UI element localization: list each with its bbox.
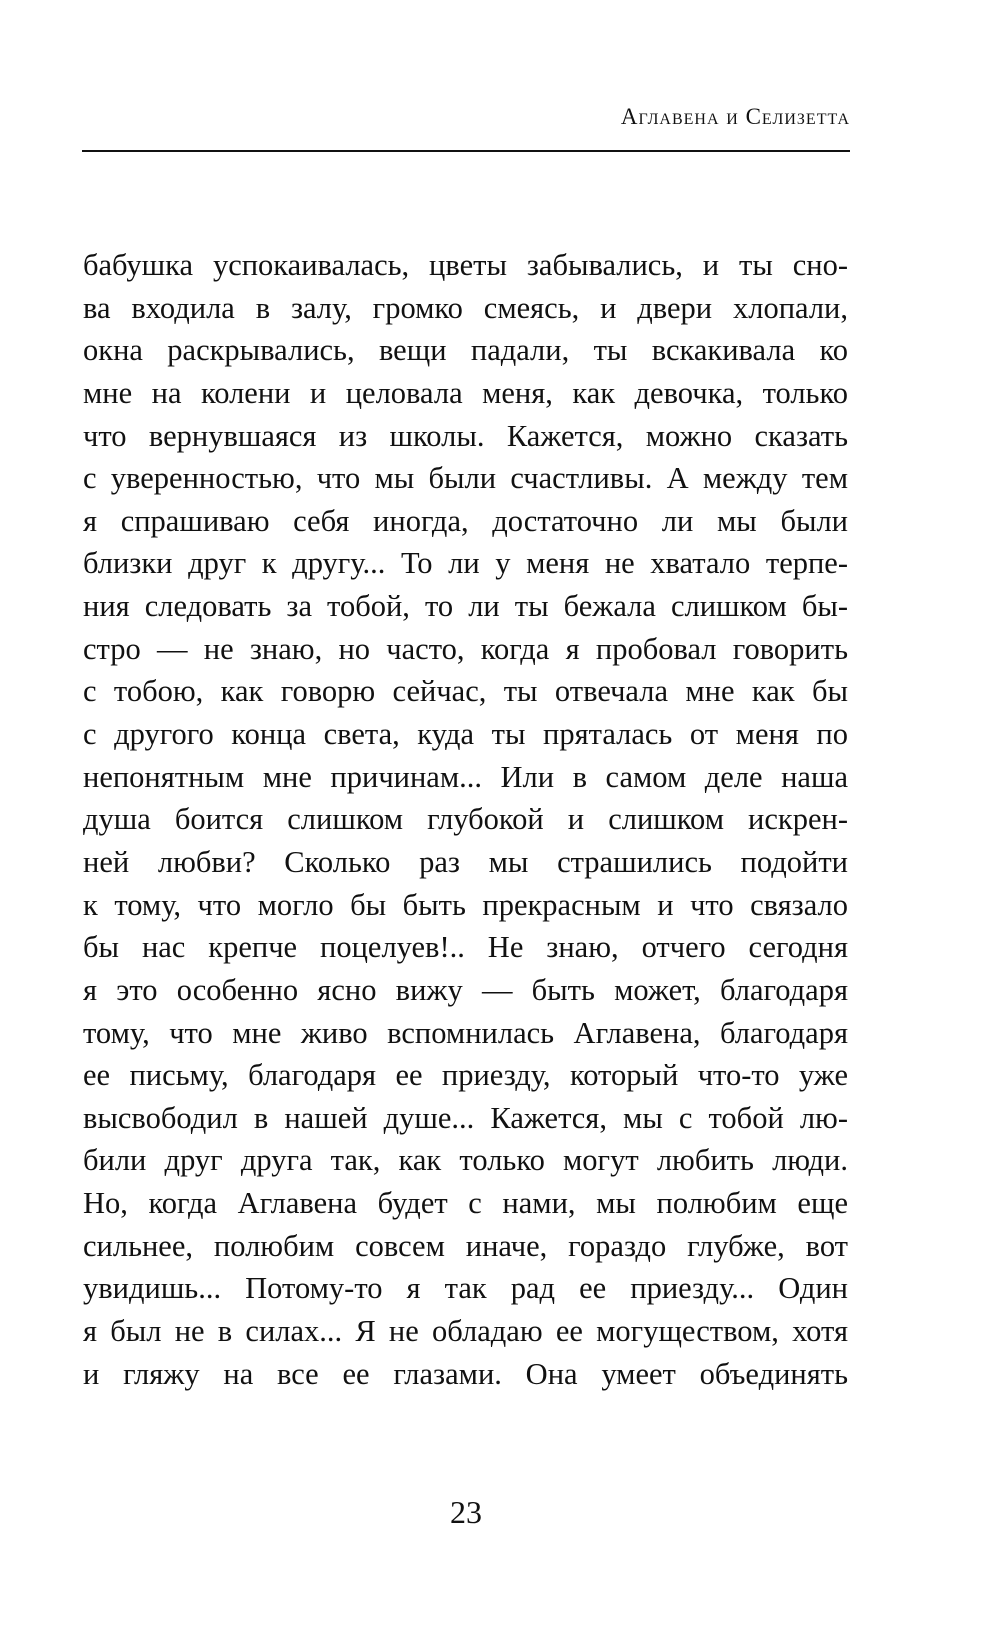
text-line: Но, когда Аглавена будет с нами, мы полюбим еще [83,1186,848,1221]
text-line: тому, что мне живо вспомнилась Аглавена, благодаря [83,1015,848,1050]
text-line: увидишь... Потому-то я так рад ее приезду... Один [83,1271,848,1306]
text-line: ния следовать за тобой, то ли ты бежала слишком бы- [83,589,848,624]
text-line: ва входила в залу, громко смеясь, и двери хлопали, [83,290,848,325]
text-line: ее письму, благодаря ее приезду, который что-то уже [83,1058,848,1093]
text-line: ней любви? Сколько раз мы страшились подойти [83,844,848,879]
text-line: непонятным мне причинам... Или в самом деле наша [83,759,848,794]
text-line: близки друг к другу... То ли у меня не хватало терпе- [83,546,848,581]
header-rule [82,150,850,152]
text-line: мне на колени и целовала меня, как девочка, только [83,375,848,410]
running-head-title: Аглавена и Селизетта [620,104,850,129]
text-line: били друг друга так, как только могут любить люди. [83,1143,848,1178]
body-text [83,244,848,1395]
text-line: я спрашиваю себя иногда, достаточно ли мы были [83,503,848,538]
text-line: стро — не знаю, но часто, когда я пробовал говорить [83,631,848,666]
text-line: душа боится слишком глубокой и слишком искрен- [83,802,848,837]
text-line: и гляжу на все ее глазами. Она умеет объединять [83,1356,848,1391]
text-line: к тому, что могло бы быть прекрасным и что связало [83,887,848,922]
text-line: я это особенно ясно вижу — быть может, благодаря [83,972,848,1007]
text-line: бабушка успокаивалась, цветы забывались, и ты сно- [83,248,848,282]
text-line: с тобою, как говорю сейчас, ты отвечала мне как бы [83,674,848,709]
text-line: окна раскрывались, вещи падали, ты вскакивала ко [83,333,848,368]
text-line: что вернувшаяся из школы. Кажется, можно сказать [83,418,848,453]
text-line: с уверенностью, что мы были счастливы. А между тем [83,461,848,496]
text-line: высвободил в нашей душе... Кажется, мы с тобой лю- [83,1100,848,1135]
text-line: сильнее, полюбим совсем иначе, гораздо глубже, вот [83,1228,848,1263]
text-line: бы нас крепче поцелуев!.. Не знаю, отчего сегодня [83,930,848,965]
page-number: 23 [450,1494,482,1530]
text-line: с другого конца света, куда ты пряталась от меня по [83,717,848,752]
text-line: я был не в силах... Я не обладаю ее могуществом, хотя [83,1314,848,1349]
